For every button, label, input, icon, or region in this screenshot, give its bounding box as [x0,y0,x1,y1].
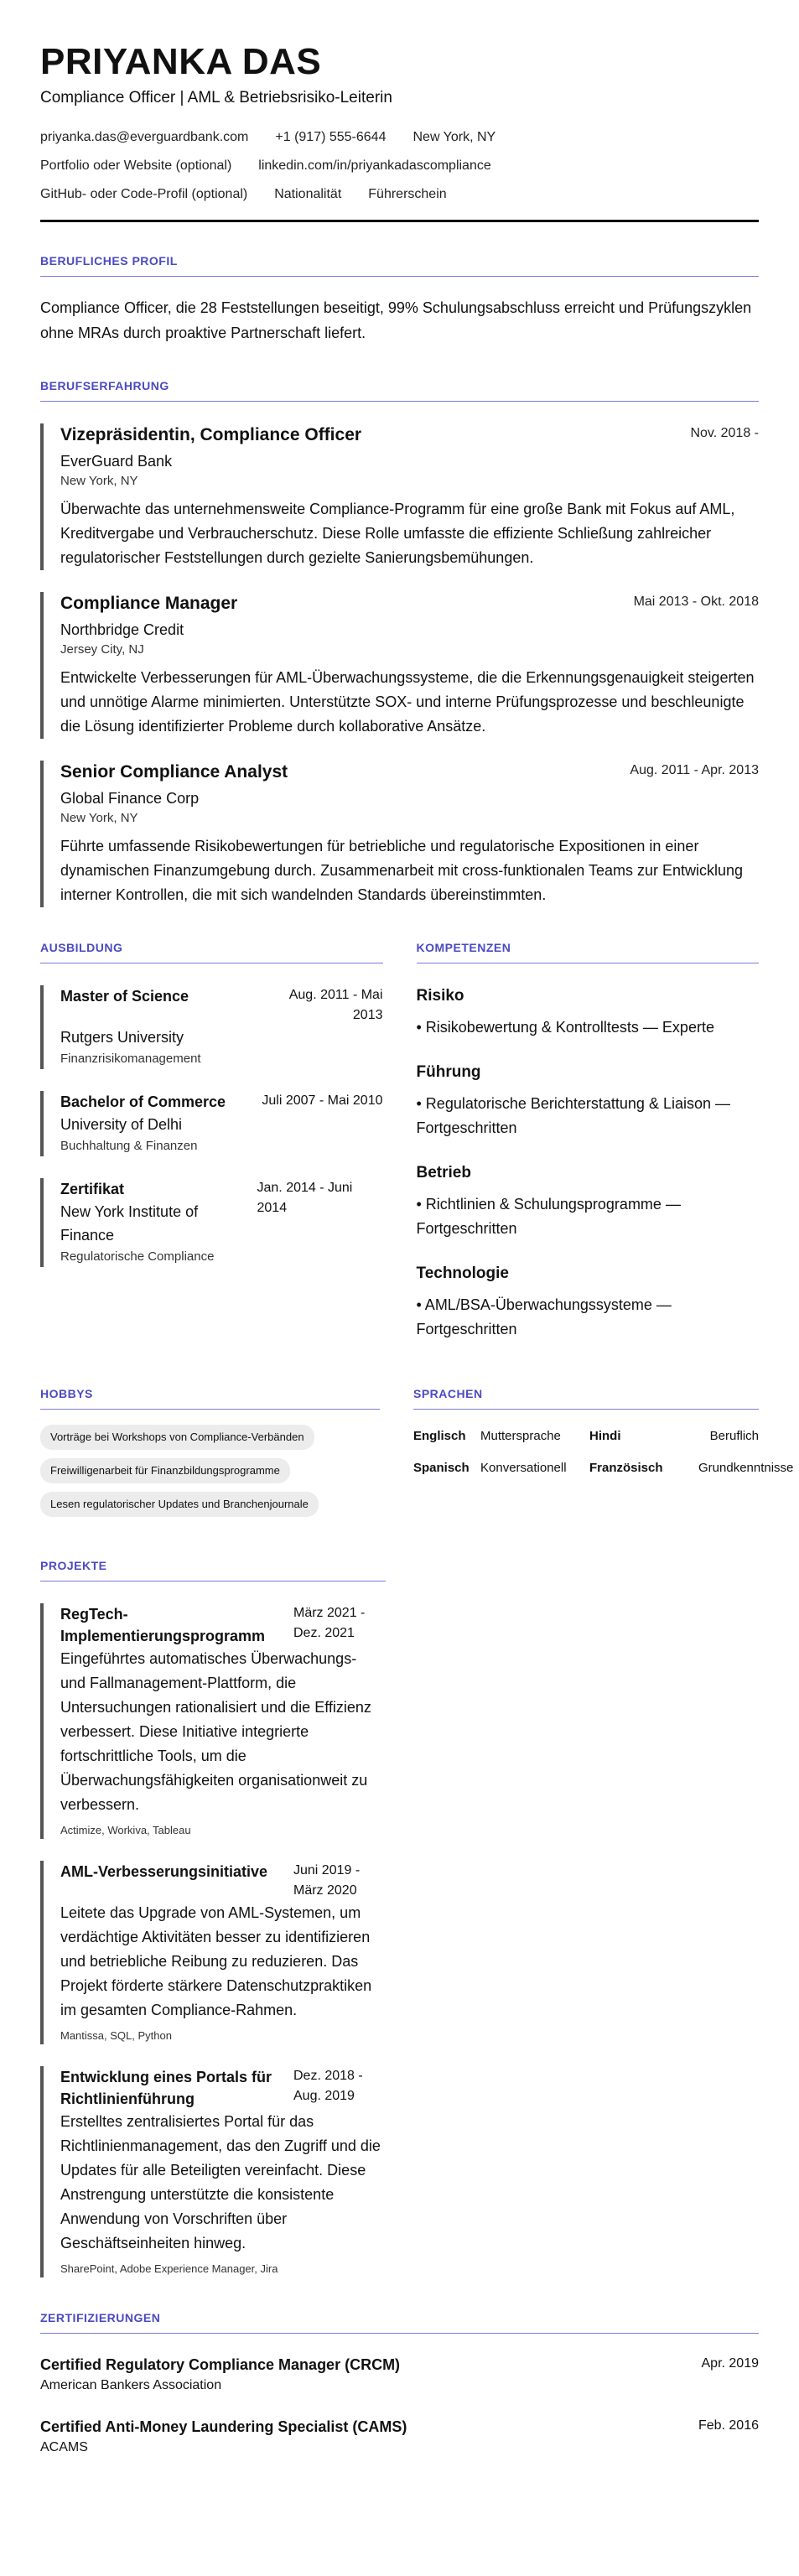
school: Rutgers University [60,1029,184,1046]
school: New York Institute of Finance [60,1203,199,1244]
languages-column [413,1353,794,1525]
education-date: Juli 2007 - Mai 2010 [262,1093,383,1108]
two-column-row [40,907,759,1342]
certification-issuer: ACAMS [40,2440,88,2454]
skill-category: Führung [416,1063,481,1081]
section-title-skills: KOMPETENZEN [417,941,760,963]
project-description: Eingeführtes automatisches Überwachungs- und Fallmanagement-Plattform, die Untersuchungen rationalisiert und die Effizienz verbessert. Diese Initiative integrierte fortschrittliche Tools, um die Überwachungsfähigkeiten organisationweit zu verbessern. [60,1650,371,1813]
experience-entry [40,592,759,739]
education-entry [40,1091,383,1156]
header-divider [40,220,759,222]
job-date: Mai 2013 - Okt. 2018 [633,595,759,609]
language-name: Englisch [413,1429,466,1443]
section-title-profile: BERUFLICHES PROFIL [40,254,759,277]
language-name: Französisch [589,1461,663,1475]
project-title: AML-Verbesserungsinitiative [60,1863,268,1880]
contact-row [40,156,759,176]
job-location: New York, NY [60,474,138,488]
skill-group [417,1263,760,1342]
linkedin-link[interactable]: linkedin.com/in/priyankadascompliance [258,158,491,173]
employer: Global Finance Corp [60,790,200,807]
github-link[interactable]: GitHub- oder Code-Profil (optional) [40,187,248,201]
job-title: Compliance Manager [60,594,238,613]
skill-group [417,1062,760,1140]
contact-row [40,127,759,148]
skill-category: Risiko [416,987,464,1005]
job-title: Senior Compliance Analyst [60,762,288,782]
language-name: Hindi [589,1429,621,1443]
project-description: Leitete das Upgrade von AML-Systemen, um verdächtige Aktivitäten besser zu identifizieren und betriebliche Reibung zu reduzieren. Das Projekt förderte stärkere Datenschutzpraktiken im gesamten Compliance-Rahmen. [60,1904,372,2018]
field-of-study: Regulatorische Compliance [60,1249,215,1264]
contact-row [40,184,759,205]
candidate-name: PRIYANKA DAS [40,41,322,82]
language-level: Beruflich [709,1429,759,1443]
language-level: Konversationell [480,1461,567,1475]
project-date: Juni 2019 - März 2020 [293,1863,361,1898]
job-location: New York, NY [60,811,138,825]
project-date: Dez. 2018 - Aug. 2019 [293,2069,363,2103]
location: New York, NY [412,130,496,144]
section-title-languages: SPRACHEN [413,1387,759,1410]
section-title-projects: PROJEKTE [40,1559,386,1581]
experience-entry [40,761,759,907]
field-of-study: Buchhaltung & Finanzen [60,1139,198,1153]
degree: Master of Science [60,988,189,1005]
project-entry [40,1861,386,2044]
degree: Bachelor of Commerce [60,1093,226,1110]
education-date: Aug. 2011 - Mai 2013 [288,988,383,1022]
contact-info [40,127,759,205]
job-description: Entwickelte Verbesserungen für AML-Überwachungssysteme, die die Erkennungsgenauigkeit steigerten und unnötige Alarme minimierten. Unterstützte SOX- und interne Prüfungsprozesse und beschleunigte die Lösung identifizierter Probleme durch kollaborative Ansätze. [60,669,755,735]
project-description: Erstelltes zentralisiertes Portal für das Richtlinienmanagement, das den Zugriff und die Updates für alle Beteiligten vereinfacht. Diese Anstrengung unterstützte die konsistente Anwendung von Vorschriften über Geschäftseinheiten hinweg. [60,2113,381,2251]
hobby-tag: Vorträge bei Workshops von Compliance-Verbänden [40,1425,314,1450]
job-description: Führte umfassende Risikobewertungen für betriebliche und regulatorische Expositionen in einer dynamischen Finanzumgebung durch. Zusammenarbeit mit cross-funktionalen Teams zur Entwicklung interner Kontrollen, die mit sich wandelnden Standards übereinstimmten. [60,838,744,903]
language-name: Spanisch [413,1461,470,1475]
certification-date: Apr. 2019 [701,2356,759,2371]
project-title: Entwicklung eines Portals für Richtlinienführung [60,2069,272,2107]
drivers-license: Führerschein [368,187,447,201]
degree: Zertifikat [60,1181,125,1197]
skill-item: • Risikobewertung & Kontrolltests — Experte [416,1019,714,1036]
candidate-headline: Compliance Officer | AML & Betriebsrisiko-Leiterin [40,89,392,106]
hobby-tags [40,1425,380,1525]
two-column-row [40,1353,794,1525]
phone-number: +1 (917) 555-6644 [275,130,387,144]
skill-item: • Regulatorische Berichterstattung & Liaison — Fortgeschritten [416,1095,730,1136]
language-level: Muttersprache [480,1429,561,1443]
certification-entry [40,2354,759,2396]
job-location: Jersey City, NJ [60,642,144,657]
language-list [413,1428,794,1477]
projects-column [40,1559,386,2277]
certification-entry [40,2416,759,2458]
section-title-certifications: ZERTIFIZIERUNGEN [40,2311,759,2334]
skill-category: Betrieb [416,1164,471,1182]
section-title-experience: BERUFSERFAHRUNG [40,379,759,402]
employer: Northbridge Credit [60,621,184,638]
field-of-study: Finanzrisikomanagement [60,1052,201,1066]
project-title: RegTech-Implementierungsprogramm [60,1606,266,1644]
skill-item: • Richtlinien & Schulungsprogramme — Fortgeschritten [416,1196,681,1237]
project-tech: Mantissa, SQL, Python [60,2029,172,2042]
education-entry [40,1178,383,1267]
hobby-tag: Freiwilligenarbeit für Finanzbildungsprogramme [40,1458,290,1483]
email-link[interactable]: priyanka.das@everguardbank.com [40,130,249,144]
skill-category: Technologie [416,1265,509,1282]
section-title-education: AUSBILDUNG [40,941,383,963]
project-entry [40,2066,386,2277]
hobby-tag: Lesen regulatorischer Updates und Branchenjournale [40,1492,319,1517]
job-date: Nov. 2018 - [690,426,759,440]
experience-entry [40,423,759,570]
resume-header [40,40,759,222]
project-tech: SharePoint, Adobe Experience Manager, Jira [60,2262,278,2275]
education-column [40,907,383,1342]
nationality: Nationalität [274,187,342,201]
education-entry [40,985,383,1069]
skill-group [417,985,760,1040]
school: University of Delhi [60,1116,183,1133]
project-entry [40,1603,386,1839]
certification-name: Certified Regulatory Compliance Manager (CRCM) [40,2356,401,2373]
project-date: März 2021 - Dez. 2021 [293,1606,366,1640]
certification-name: Certified Anti-Money Laundering Specialist (CAMS) [40,2418,407,2435]
job-description: Überwachte das unternehmensweite Compliance-Programm für eine große Bank mit Fokus auf AML, Kreditvergabe und Verbraucherschutz. Diese Rolle umfasste die effiziente Schließung zahlreicher regulatorischer Feststellungen durch gezielte Sanierungsbemühungen. [60,501,735,566]
skill-item: • AML/BSA-Überwachungssysteme — Fortgeschritten [416,1296,672,1337]
certification-date: Feb. 2016 [698,2418,759,2433]
skill-group [417,1162,760,1241]
portfolio-link[interactable]: Portfolio oder Website (optional) [40,158,232,173]
education-date: Jan. 2014 - Juni 2014 [257,1181,353,1215]
employer: EverGuard Bank [60,453,173,470]
job-date: Aug. 2011 - Apr. 2013 [630,763,759,777]
hobbies-column [40,1353,380,1525]
section-title-hobbies: HOBBYS [40,1387,380,1410]
job-title: Vizepräsidentin, Compliance Officer [60,425,362,444]
language-level: Grundkenntnisse [698,1461,794,1475]
certification-issuer: American Bankers Association [40,2378,222,2392]
skills-column [417,907,760,1342]
project-tech: Actimize, Workiva, Tableau [60,1824,191,1836]
profile-summary: Compliance Officer, die 28 Feststellungen beseitigt, 99% Schulungsabschluss erreicht und Prüfungszyklen ohne MRAs durch proaktive Partnerschaft liefert. [40,299,752,341]
